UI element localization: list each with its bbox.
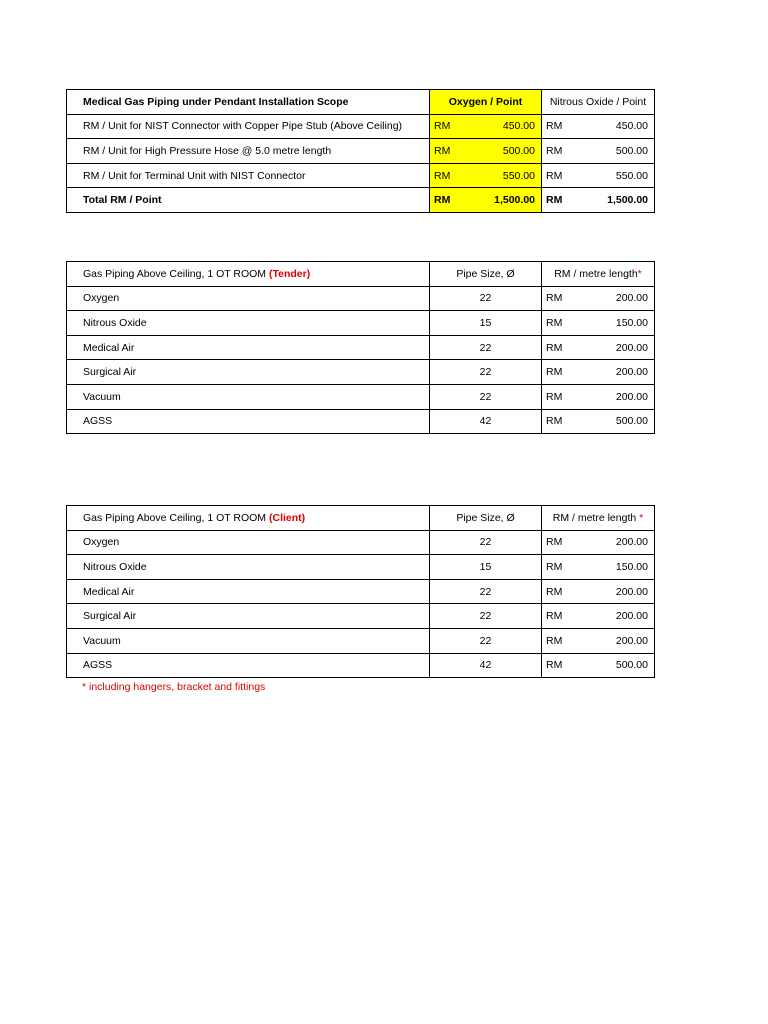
currency: RM (546, 610, 563, 623)
header-rate-label: RM / metre length (554, 267, 638, 280)
table-row (67, 311, 655, 336)
currency: RM (546, 120, 563, 133)
currency: RM (546, 634, 563, 647)
currency: RM (546, 292, 563, 305)
amount: 500.00 (615, 144, 648, 157)
header-description (67, 506, 430, 531)
table-total-row (67, 188, 655, 213)
client-tag: (Client) (268, 511, 306, 524)
gas-name: AGSS (67, 653, 430, 678)
gas-name: Surgical Air (67, 360, 430, 385)
currency: RM (434, 194, 451, 207)
tender-piping-table (66, 261, 655, 434)
table-header-row (67, 506, 655, 531)
total-description: Total RM / Point (67, 188, 430, 213)
amount: 450.00 (502, 120, 535, 133)
gas-name: Nitrous Oxide (67, 311, 430, 336)
currency: RM (546, 194, 563, 207)
amount: 550.00 (615, 169, 648, 182)
pipe-size: 22 (430, 286, 542, 311)
currency: RM (434, 120, 451, 133)
header-rate-label: RM / metre length (552, 511, 637, 524)
amount: 550.00 (502, 169, 535, 182)
amount: 200.00 (615, 536, 648, 549)
currency: RM (546, 585, 563, 598)
header-pipe-size: Pipe Size, Ø (430, 506, 542, 531)
table-row (67, 579, 655, 604)
amount: 500.00 (615, 659, 648, 672)
header-description: Medical Gas Piping under Pendant Installation Scope (67, 90, 430, 115)
pipe-size: 22 (430, 335, 542, 360)
gas-name: Vacuum (67, 384, 430, 409)
header-description (67, 262, 430, 287)
table-row (67, 139, 655, 164)
table-header-row (67, 90, 655, 115)
table-row (67, 653, 655, 678)
amount: 500.00 (502, 144, 535, 157)
oxygen-cost-cell (430, 163, 542, 188)
currency: RM (546, 366, 563, 379)
header-title: Gas Piping Above Ceiling, 1 OT ROOM (83, 267, 267, 280)
pipe-size: 22 (430, 530, 542, 555)
rate-cell (542, 409, 655, 434)
rate-cell (542, 555, 655, 580)
gas-name: Medical Air (67, 335, 430, 360)
currency: RM (546, 341, 563, 354)
currency: RM (546, 169, 563, 182)
gas-name: Nitrous Oxide (67, 555, 430, 580)
header-oxygen-point: Oxygen / Point (430, 90, 542, 115)
pipe-size: 15 (430, 555, 542, 580)
currency: RM (434, 169, 451, 182)
pendant-installation-table (66, 89, 655, 213)
pipe-size: 22 (430, 360, 542, 385)
table-row (67, 530, 655, 555)
table-row (67, 360, 655, 385)
tender-tag: (Tender) (268, 267, 311, 280)
currency: RM (546, 390, 563, 403)
table-row (67, 335, 655, 360)
currency: RM (546, 659, 563, 672)
table-row (67, 604, 655, 629)
rate-cell (542, 653, 655, 678)
nitrous-cost-cell (542, 163, 655, 188)
table-row (67, 628, 655, 653)
currency: RM (546, 415, 563, 428)
rate-cell (542, 530, 655, 555)
gas-name: Medical Air (67, 579, 430, 604)
header-rate (542, 506, 655, 531)
amount: 200.00 (615, 390, 648, 403)
currency: RM (546, 316, 563, 329)
table-row (67, 286, 655, 311)
amount: 450.00 (615, 120, 648, 133)
row-description: RM / Unit for High Pressure Hose @ 5.0 metre length (67, 139, 430, 164)
rate-cell (542, 628, 655, 653)
client-piping-table (66, 505, 655, 678)
header-nitrous-oxide-point: Nitrous Oxide / Point (542, 90, 655, 115)
nitrous-total-cell (542, 188, 655, 213)
table-header-row (67, 262, 655, 287)
currency: RM (434, 144, 451, 157)
row-description: RM / Unit for NIST Connector with Copper Pipe Stub (Above Ceiling) (67, 114, 430, 139)
rate-cell (542, 286, 655, 311)
table-row (67, 409, 655, 434)
table-row (67, 163, 655, 188)
currency: RM (546, 560, 563, 573)
amount: 1,500.00 (607, 194, 648, 207)
rate-cell (542, 579, 655, 604)
header-title: Gas Piping Above Ceiling, 1 OT ROOM (83, 511, 267, 524)
header-rate (542, 262, 655, 287)
gas-name: Oxygen (67, 530, 430, 555)
oxygen-cost-cell (430, 114, 542, 139)
amount: 1,500.00 (494, 194, 535, 207)
pipe-size: 22 (430, 604, 542, 629)
amount: 200.00 (615, 585, 648, 598)
asterisk-mark: * (639, 511, 644, 524)
amount: 150.00 (615, 560, 648, 573)
amount: 200.00 (615, 610, 648, 623)
oxygen-cost-cell (430, 139, 542, 164)
pipe-size: 22 (430, 384, 542, 409)
amount: 150.00 (615, 316, 648, 329)
header-pipe-size: Pipe Size, Ø (430, 262, 542, 287)
amount: 200.00 (615, 366, 648, 379)
currency: RM (546, 536, 563, 549)
asterisk-mark: * (637, 267, 642, 280)
rate-cell (542, 360, 655, 385)
rate-cell (542, 604, 655, 629)
rate-cell (542, 311, 655, 336)
table-row (67, 114, 655, 139)
nitrous-cost-cell (542, 139, 655, 164)
pipe-size: 15 (430, 311, 542, 336)
gas-name: Vacuum (67, 628, 430, 653)
amount: 200.00 (615, 292, 648, 305)
table-row (67, 384, 655, 409)
gas-name: Oxygen (67, 286, 430, 311)
rate-cell (542, 335, 655, 360)
pipe-size: 42 (430, 653, 542, 678)
oxygen-total-cell (430, 188, 542, 213)
footnote: * including hangers, bracket and fittings (82, 681, 266, 693)
row-description: RM / Unit for Terminal Unit with NIST Connector (67, 163, 430, 188)
amount: 200.00 (615, 634, 648, 647)
gas-name: AGSS (67, 409, 430, 434)
pipe-size: 22 (430, 628, 542, 653)
gas-name: Surgical Air (67, 604, 430, 629)
amount: 200.00 (615, 341, 648, 354)
pipe-size: 22 (430, 579, 542, 604)
amount: 500.00 (615, 415, 648, 428)
nitrous-cost-cell (542, 114, 655, 139)
rate-cell (542, 384, 655, 409)
currency: RM (546, 144, 563, 157)
pipe-size: 42 (430, 409, 542, 434)
table-row (67, 555, 655, 580)
